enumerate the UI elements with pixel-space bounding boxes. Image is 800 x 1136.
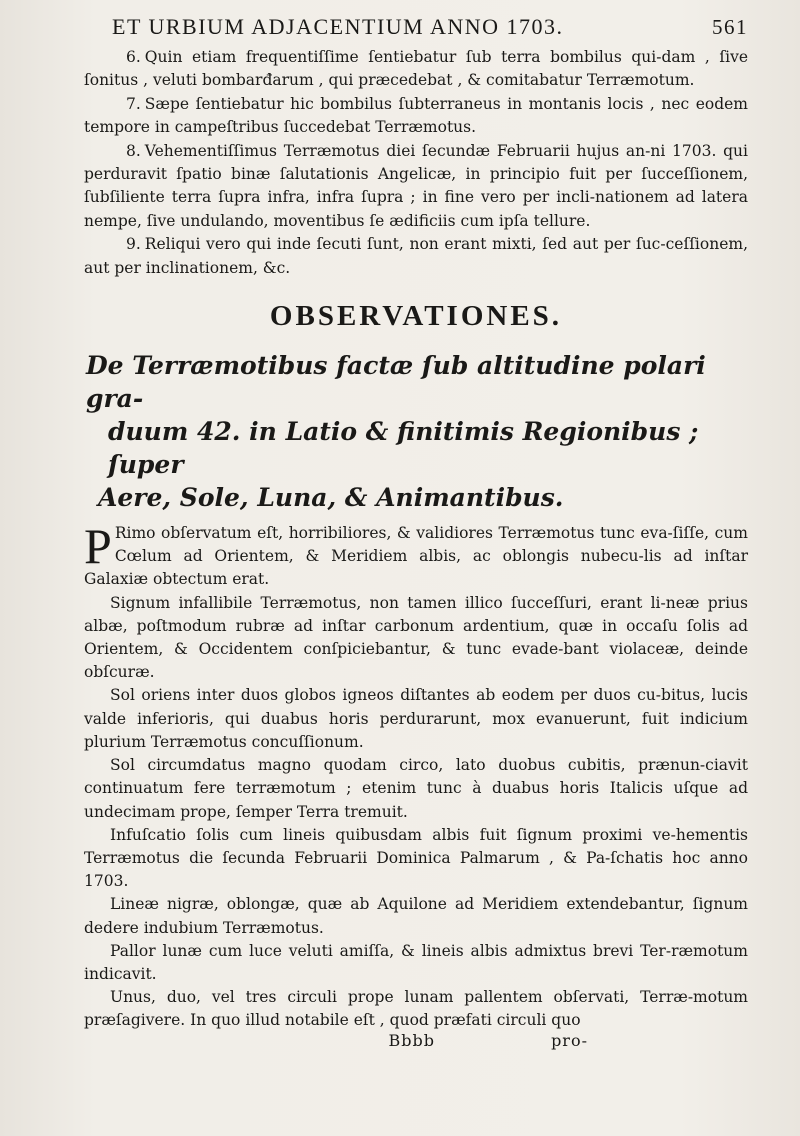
observation-paragraph: Sol circumdatus magno quodam circo, lato duobus cubitis, prænun-ciavit continuatum fere terræmotum ; etenim tunc à duabus horis Italicis uſque ad undecimam prope, ſemper Terra tremuit.	[84, 756, 748, 821]
section-title: OBSERVATIONES.	[269, 300, 563, 333]
observation-paragraph: Infuſcatio ſolis cum lineis quibusdam albis fuit ſignum proximi ve-hementis Terræmotus die ſecunda Februarii Dominica Palmarum , & Pa-ſchatis hoc anno 1703.	[84, 825, 748, 891]
numbered-item: 6. Quin etiam frequentiſſime ſentiebatur ſub terra bombilus qui-dam , ſive ſonitus , veluti bombarđarum , qui præcedebat , & comitabatur Terræmotum.	[84, 48, 748, 90]
observations-body	[84, 518, 748, 1032]
numbered-item: 7. Sæpe ſentiebatur hic bombilus ſubterraneus in montanis locis , nec eodem tempore in campeſtribus ſuccedebat Terræmotus.	[84, 94, 748, 137]
observation-paragraph: Unus, duo, vel tres circuli prope lunam pallentem obſervati, Terræ-motum præſagivere. In quo illud notabile eſt , quod præfati circuli quo	[84, 988, 748, 1030]
running-title: ET URBIUM ADJACENTIUM ANNO 1703.	[112, 14, 564, 39]
numbered-item: 8. Vehementiſſimus Terræmotus diei ſecundæ Februarii hujus an-ni 1703. qui perduravit ſpatio binæ ſalutationis Angelicæ, in principio fuit per ſucceſſionem, ſubſiliente terra ſupra infra, infra ſupra ; in fine vero per incli-nationem ad latera nempe, ſive undulando, moventibus ſe ædificiis cum ipſa tellure.	[84, 141, 748, 230]
observation-paragraph: Pallor lunæ cum luce veluti amiſſa, & lineis albis admixtus brevi Ter-ræmotum indicavit.	[84, 941, 748, 983]
drop-cap: P	[84, 518, 112, 575]
section-subtitle: De Terræmotibus factæ ſub altitudine polari gra- duum 42. in Latio & finitimis Regionibus ; ſuper Aere, Sole, Luna, & Animantibus.	[86, 351, 706, 513]
catchword: pro-	[551, 1030, 588, 1050]
observation-paragraph: Lineæ nigræ, oblongæ, quæ ab Aquilone ad Meridiem extendebantur, ſignum dedere indubium Terræmotus.	[84, 895, 748, 937]
page-number: 561	[712, 15, 748, 39]
observation-paragraph: Sol oriens inter duos globos igneos diſtantes ab eodem per duos cu-bitus, lucis valde inferioris, qui duabus horis perdurarunt, mox evanuerunt, fuit indicium plurium Terræmotus concuſſionum.	[84, 686, 748, 751]
page-footer	[84, 1031, 748, 1050]
observation-paragraph: P Rimo obſervatum eſt, horribiliores, & validiores Terræmotus tunc eva-ſiſſe, cum Cœlum ad Orientem, & Meridiem albis, ac oblongis nubecu-lis ad inſtar Galaxiæ obtectum erat.	[84, 518, 748, 589]
running-head	[112, 14, 748, 40]
numbered-item: 9. Reliqui vero qui inde ſecuti ſunt, non erant mixti, ſed aut per ſuc-ceſſionem, aut per inclinationem, &c.	[84, 235, 748, 277]
signature-mark: Bbbb	[388, 1030, 435, 1050]
observation-paragraph: Signum infallibile Terræmotus, non tamen illico ſucceſſuri, erant li-neæ prius albæ, poſtmodum rubræ ad inſtar carbonum ardentium, quæ in occaſu ſolis ad Orientem, & Occidentem conſpiciebantur, & tunc evade-bant violaceæ, deinde obſcuræ.	[84, 593, 748, 682]
